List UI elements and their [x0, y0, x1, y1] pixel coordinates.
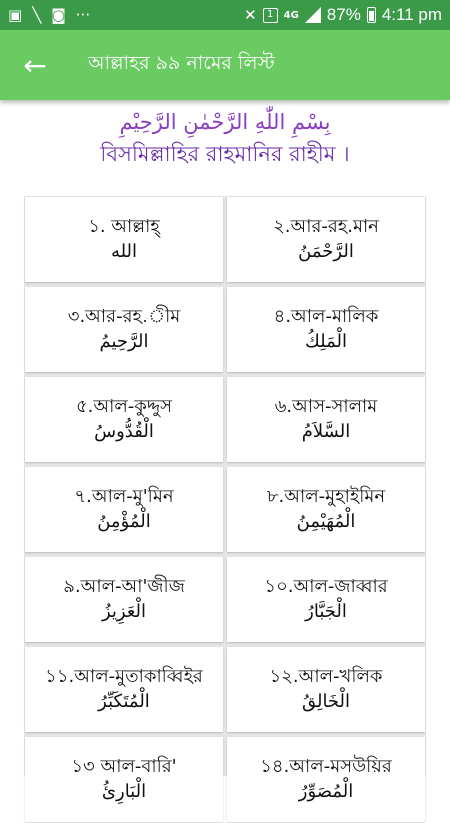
camera-icon: ◙	[51, 5, 66, 24]
more-dots-icon: ···	[75, 5, 91, 24]
name-bengali: ১১.আল-মুতাকাব্বিইর	[45, 665, 203, 687]
name-bengali: ১২.আল-খলিক	[269, 665, 383, 687]
name-arabic: الْقُدُّوسُ	[94, 420, 154, 442]
name-arabic: السَّلاَمُ	[301, 420, 351, 442]
name-bengali: ১০.আল-জাব্বার	[264, 575, 388, 597]
battery-icon	[367, 7, 376, 23]
name-card[interactable]	[227, 557, 425, 642]
signal-icon	[305, 7, 321, 23]
name-arabic: الْمُؤْمِنُ	[97, 510, 151, 532]
name-card[interactable]	[227, 377, 425, 462]
name-bengali: ৫.আল-কুদ্দুস	[75, 395, 173, 417]
name-card[interactable]	[25, 377, 223, 462]
name-card[interactable]	[25, 287, 223, 372]
bismillah-bengali: বিসমিল্লাহির রাহমানির রাহীম ।	[100, 142, 350, 166]
name-bengali: ৩.আর-রহ.ীম	[67, 305, 181, 327]
back-arrow-icon: ←	[23, 48, 47, 82]
name-arabic: الْبَارِئُ	[101, 780, 147, 802]
name-arabic: الْجَبَّارُ	[305, 600, 347, 622]
name-card[interactable]	[25, 197, 223, 282]
name-bengali: ১. আল্লাহ্	[88, 215, 160, 237]
name-arabic: الله	[110, 240, 138, 262]
name-card[interactable]	[25, 647, 223, 732]
name-card[interactable]	[25, 557, 223, 642]
name-bengali: ১৩ আল-বারি'	[71, 755, 177, 777]
name-card[interactable]	[227, 647, 425, 732]
name-arabic: الرَّحْمَنُ	[298, 240, 354, 262]
name-card[interactable]	[227, 197, 425, 282]
notification-badge: 1	[263, 8, 278, 23]
back-button[interactable]	[0, 30, 70, 100]
app-bar	[0, 30, 450, 100]
page-title: আল্লাহর ৯৯ নামের লিস্ট	[88, 52, 275, 74]
image-icon: ▣	[8, 5, 23, 24]
name-card[interactable]	[227, 467, 425, 552]
name-arabic: الْمُهَيْمِنُ	[296, 510, 356, 532]
name-arabic: الْخَالِقُ	[301, 690, 351, 712]
name-bengali: ১৪.আল-মসউয়ির	[260, 755, 392, 777]
name-card[interactable]	[25, 737, 223, 822]
name-arabic: الْمُتَكَبِّرُ	[98, 690, 150, 712]
mute-icon: ✕	[244, 5, 257, 24]
name-bengali: ৬.আস-সালাম	[274, 395, 378, 417]
name-bengali: ৯.আল-আ'জীজ	[63, 575, 185, 597]
bismillah-header	[0, 100, 450, 180]
status-bar	[0, 0, 450, 30]
name-bengali: ২.আর-রহ.মান	[273, 215, 379, 237]
status-right	[244, 5, 442, 25]
muted-wifi-icon: ╲	[32, 5, 42, 24]
status-left	[8, 5, 91, 24]
name-arabic: الْعَزِيزُ	[101, 600, 147, 622]
name-arabic: الْمَلِكُ	[304, 330, 348, 352]
name-card[interactable]	[25, 467, 223, 552]
name-bengali: ৭.আল-মু'মিন	[74, 485, 174, 507]
clock: 4:11 pm	[381, 5, 442, 24]
name-card[interactable]	[227, 287, 425, 372]
name-card[interactable]	[227, 737, 425, 822]
battery-percent: 87%	[326, 5, 361, 24]
name-arabic: الرَّحِيمُ	[99, 330, 149, 352]
name-bengali: ৪.আল-মালিক	[273, 305, 379, 327]
bismillah-arabic: بِسْمِ اللّٰهِ الرَّحْمٰنِ الرَّحِيْمِ	[119, 110, 331, 134]
names-grid	[24, 196, 426, 823]
network-type: 4G	[283, 9, 299, 21]
names-grid-container[interactable]	[24, 196, 426, 802]
name-arabic: الْمُصَوِّرُ	[298, 780, 354, 802]
name-bengali: ৮.আল-মুহাইমিন	[266, 485, 386, 507]
